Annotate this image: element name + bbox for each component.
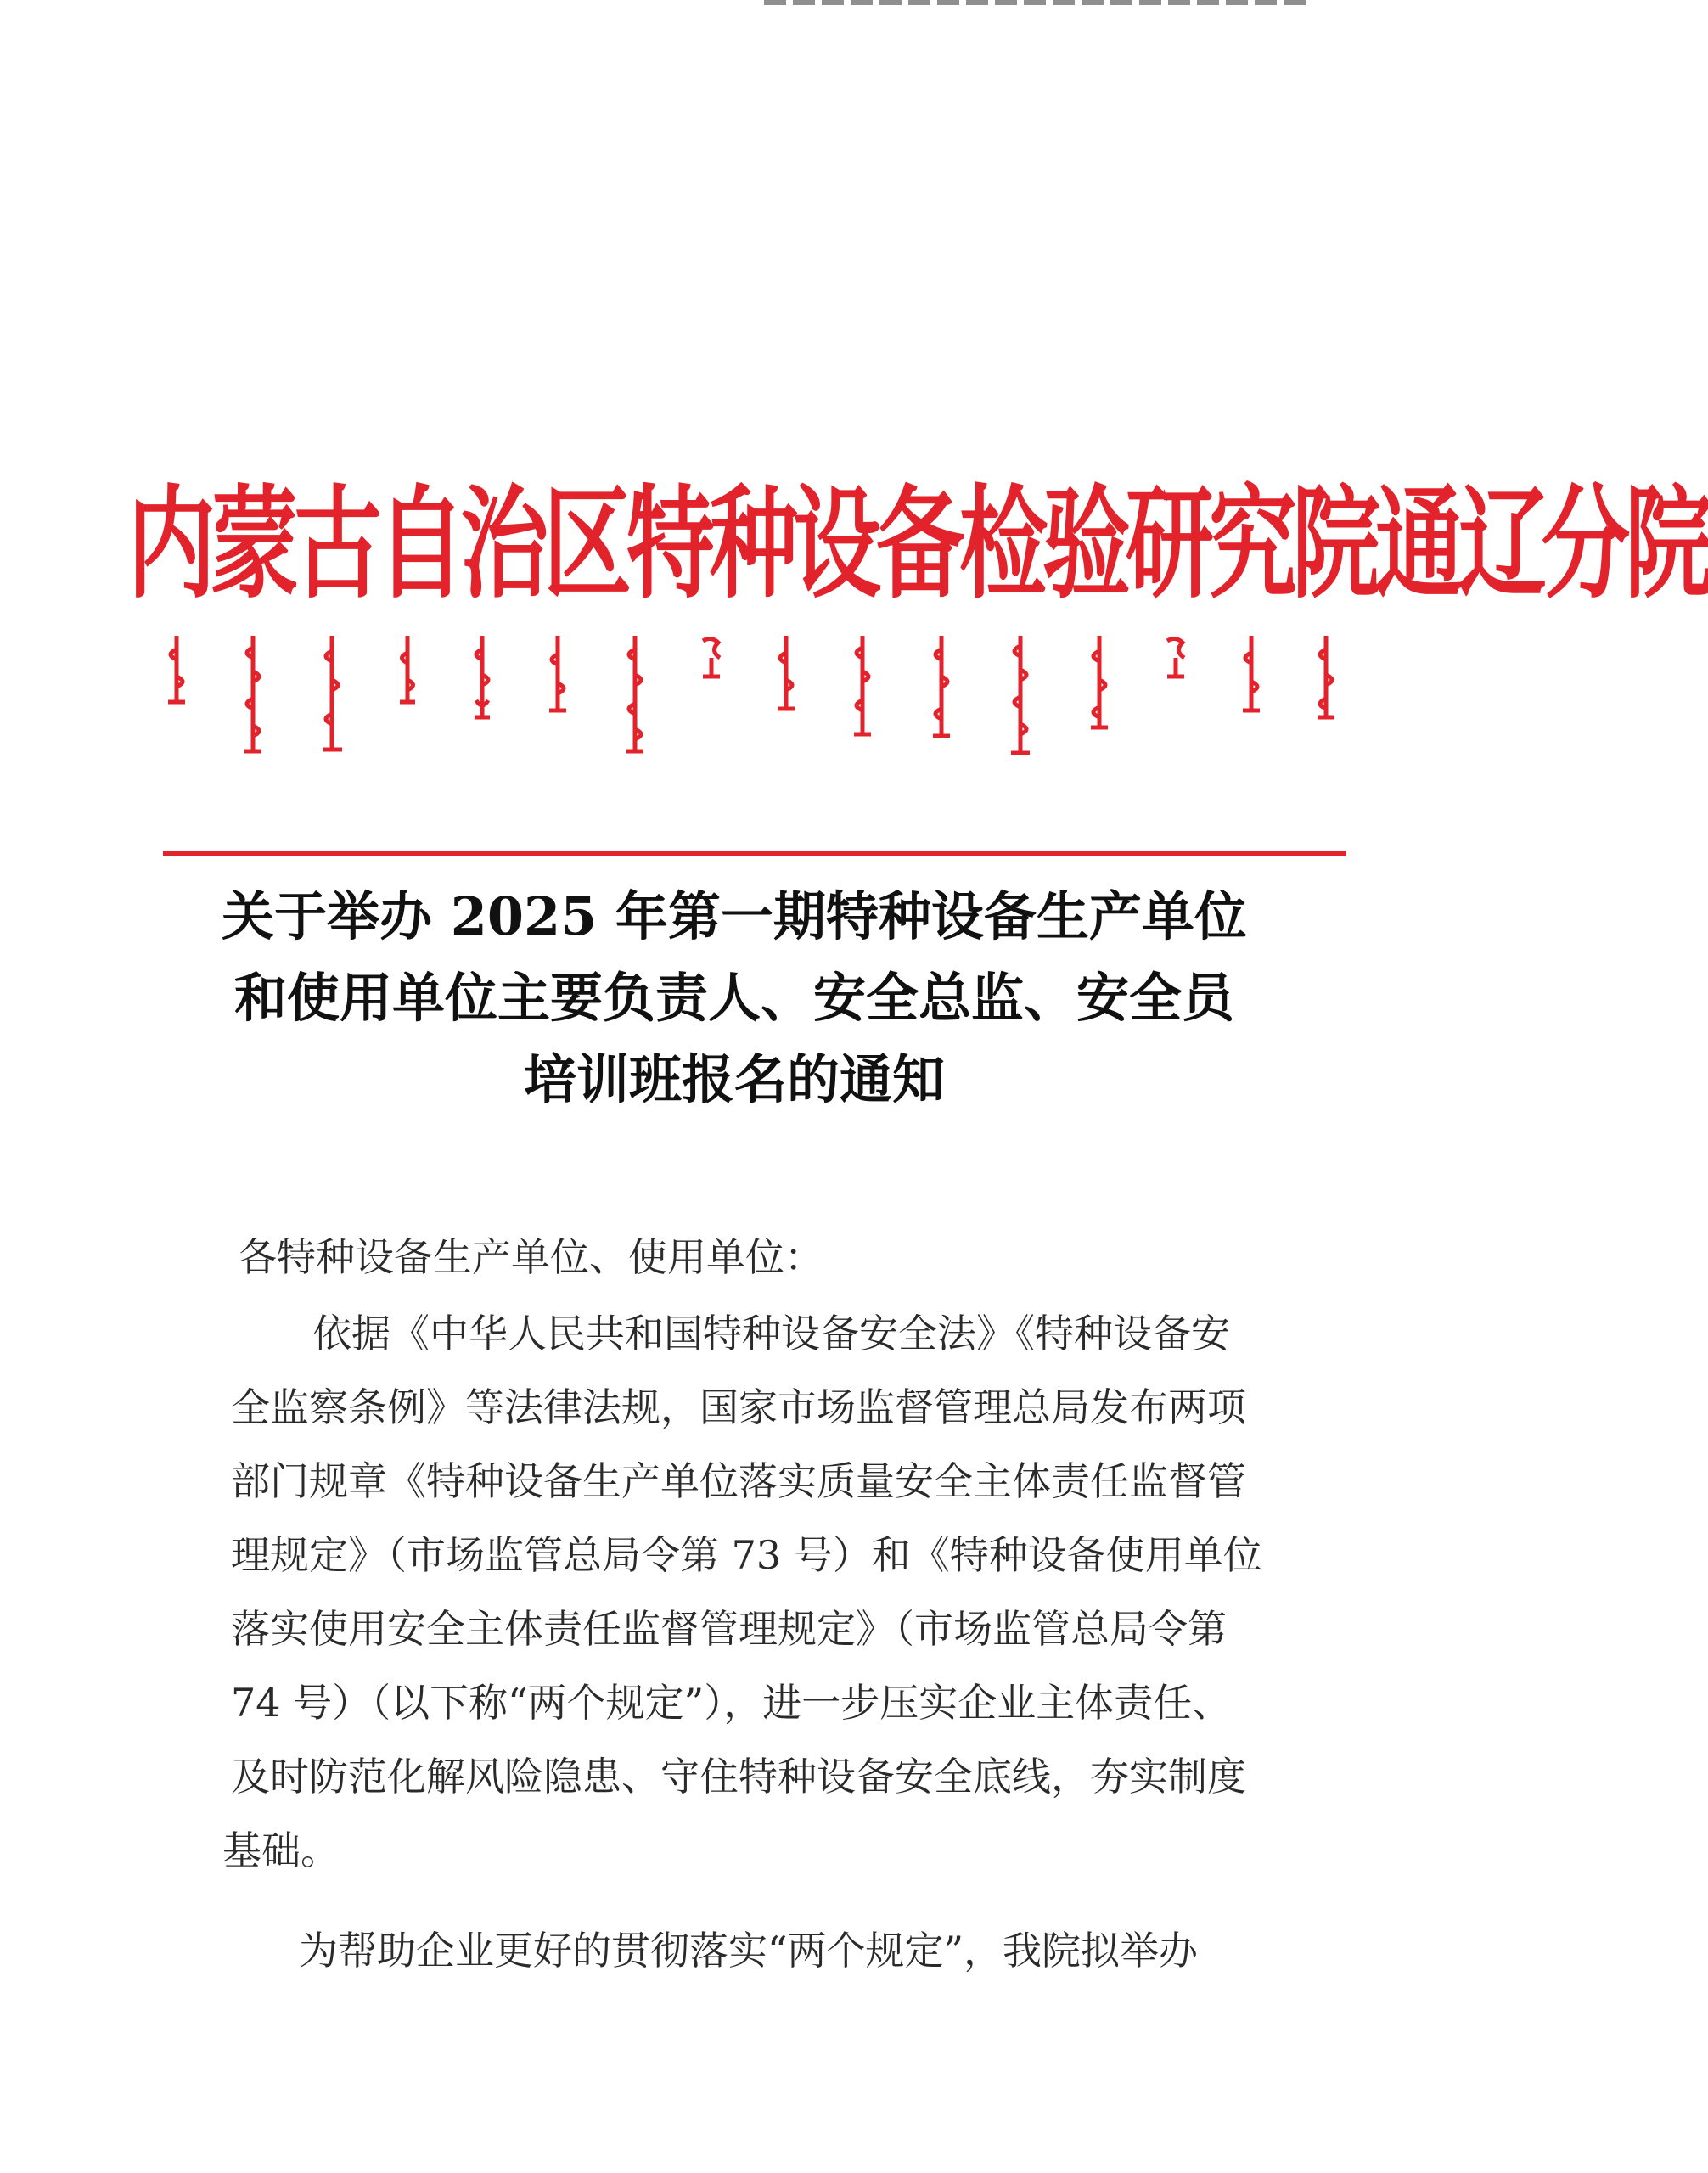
body-line: 全监察条例》等法律法规，国家市场监督管理总局发布两项 (231, 1384, 1246, 1430)
mongolian-word-8 (696, 632, 727, 683)
mongolian-word-14 (1160, 632, 1191, 683)
mongolian-word-9 (771, 632, 801, 717)
red-divider-rule (163, 851, 1346, 856)
mongolian-word-11 (924, 632, 958, 743)
mongolian-word-3 (315, 632, 349, 760)
notice-title-line-3: 培训班报名的通知 (523, 1048, 945, 1110)
scan-edge-mark (764, 0, 1307, 5)
mongolian-word-6 (542, 632, 573, 717)
body-line: 基础。 (222, 1828, 340, 1873)
mongolian-word-15 (1236, 632, 1267, 717)
body-line: 依据《中华人民共和国特种设备安全法》《特种设备安 (312, 1311, 1230, 1356)
mongolian-word-1 (161, 632, 192, 709)
mongolian-word-13 (1082, 632, 1116, 734)
body-line: 74 号）（以下称“两个规定”），进一步压实企业主体责任、 (231, 1680, 1232, 1726)
body-line: 及时防范化解风险隐患、守住特种设备安全底线，夯实制度 (231, 1754, 1246, 1800)
mongolian-word-16 (1311, 632, 1341, 726)
body-line: 落实使用安全主体责任监督管理规定》（市场监管总局令第 (231, 1606, 1227, 1652)
body-line: 为帮助企业更好的贯彻落实“两个规定”，我院拟举办 (299, 1928, 1199, 1974)
body-line: 理规定》（市场监管总局令第 73 号）和《特种设备使用单位 (231, 1532, 1262, 1578)
mongolian-word-5 (466, 632, 498, 726)
salutation: 各特种设备生产单位、使用单位： (238, 1234, 823, 1280)
mongolian-word-10 (846, 632, 879, 743)
org-name-header: 内蒙古自治区特种设备检验研究院通辽分院 (127, 471, 1708, 616)
mongolian-word-4 (393, 632, 422, 709)
notice-title-line-1: 关于举办 2025 年第一期特种设备生产单位 (222, 885, 1247, 947)
mongolian-word-7 (618, 632, 652, 760)
notice-title (170, 876, 1299, 1120)
mongolian-script-header (161, 632, 1341, 760)
mongolian-word-12 (1003, 632, 1038, 760)
body-line: 部门规章《特种设备生产单位落实质量安全主体责任监督管 (231, 1458, 1246, 1504)
notice-title-line-2: 和使用单位主要负责人、安全总监、安全员 (233, 967, 1234, 1029)
mongolian-word-2 (236, 632, 270, 760)
